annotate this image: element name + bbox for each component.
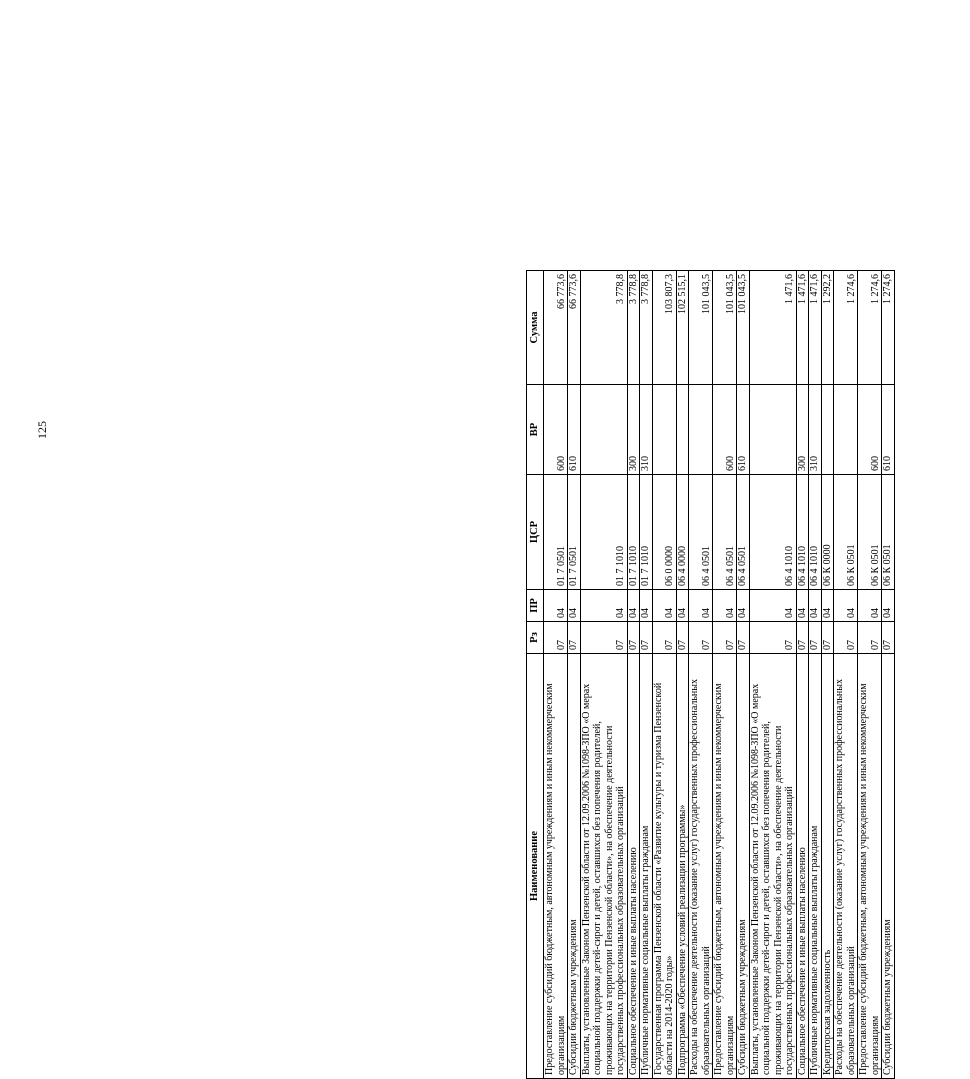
cell-pr: 04	[544, 590, 568, 622]
cell-pr: 04	[568, 590, 581, 622]
cell-csr: 06 К 0000	[821, 475, 834, 590]
cell-csr: 06 4 0000	[676, 475, 689, 590]
cell-vr	[580, 385, 627, 475]
cell-vr: 310	[640, 385, 653, 475]
cell-name: Предоставление субсидий бюджетным, автономным учреждениям и иным некоммерческим организациям	[544, 654, 568, 1079]
cell-pr: 04	[580, 590, 627, 622]
header-vr: ВР	[527, 385, 544, 475]
cell-rz: 07	[713, 622, 737, 654]
cell-pr: 04	[689, 590, 713, 622]
cell-pr: 04	[737, 590, 750, 622]
cell-pr: 04	[858, 590, 882, 622]
cell-sum: 1 292,2	[821, 271, 834, 385]
cell-sum: 66 773,6	[544, 271, 568, 385]
table-row	[834, 271, 858, 1079]
header-name: Наименование	[527, 654, 544, 1079]
cell-name: Выплаты, установленные Законом Пензенской области от 12.09.2006 №1098-ЗПО «О мерах социальной поддержки детей-сирот и детей, оставшихся без попечения родителей, проживающих на территории Пензенской области», на обеспечение деятельности государственных профессиональных образовательных организаций	[580, 654, 627, 1079]
cell-vr: 610	[882, 385, 895, 475]
table-row	[676, 271, 689, 1079]
table-row	[796, 271, 809, 1079]
cell-rz: 07	[749, 622, 796, 654]
cell-rz: 07	[737, 622, 750, 654]
cell-rz: 07	[544, 622, 568, 654]
cell-name: Подпрограмма «Обеспечение условий реализации программы»	[676, 654, 689, 1079]
cell-sum: 101 043,5	[737, 271, 750, 385]
header-csr: ЦСР	[527, 475, 544, 590]
cell-sum: 3 778,8	[580, 271, 627, 385]
cell-vr	[689, 385, 713, 475]
cell-name: Социальное обеспечение и иные выплаты населению	[796, 654, 809, 1079]
table-row	[821, 271, 834, 1079]
cell-vr	[821, 385, 834, 475]
cell-rz: 07	[809, 622, 822, 654]
cell-sum: 101 043,5	[713, 271, 737, 385]
header-rz: Рз	[527, 622, 544, 654]
cell-csr: 06 0 0000	[652, 475, 676, 590]
cell-name: Расходы на обеспечение деятельности (оказание услуг) государственных профессиональных образовательных организаций	[689, 654, 713, 1079]
budget-table-rotated	[526, 271, 970, 1079]
cell-name: Предоставление субсидий бюджетным, автономным учреждениям и иным некоммерческим организациям	[713, 654, 737, 1079]
cell-csr: 01 7 1010	[640, 475, 653, 590]
table-row	[652, 271, 676, 1079]
cell-name: Субсидии бюджетным учреждениям	[737, 654, 750, 1079]
cell-csr: 01 7 1010	[627, 475, 640, 590]
cell-sum: 66 773,6	[568, 271, 581, 385]
cell-pr: 04	[821, 590, 834, 622]
cell-vr: 600	[858, 385, 882, 475]
cell-sum: 3 778,8	[627, 271, 640, 385]
cell-csr: 06 К 0501	[834, 475, 858, 590]
cell-vr: 310	[809, 385, 822, 475]
cell-sum: 3 778,8	[640, 271, 653, 385]
cell-name: Социальное обеспечение и иные выплаты населению	[627, 654, 640, 1079]
cell-vr: 300	[627, 385, 640, 475]
cell-csr: 06 К 0501	[858, 475, 882, 590]
cell-vr	[749, 385, 796, 475]
cell-csr: 01 7 1010	[580, 475, 627, 590]
cell-vr: 610	[568, 385, 581, 475]
cell-pr: 04	[640, 590, 653, 622]
cell-rz: 07	[858, 622, 882, 654]
cell-csr: 06 4 1010	[749, 475, 796, 590]
cell-pr: 04	[882, 590, 895, 622]
cell-csr: 06 К 0501	[882, 475, 895, 590]
cell-name: Публичные нормативные социальные выплаты гражданам	[809, 654, 822, 1079]
cell-csr: 06 4 1010	[796, 475, 809, 590]
cell-vr: 610	[737, 385, 750, 475]
cell-pr: 04	[834, 590, 858, 622]
cell-vr	[676, 385, 689, 475]
cell-rz: 07	[882, 622, 895, 654]
page-number: 125	[35, 421, 49, 439]
cell-rz: 07	[821, 622, 834, 654]
table-row	[882, 271, 895, 1079]
cell-name: Субсидии бюджетным учреждениям	[568, 654, 581, 1079]
cell-pr: 04	[809, 590, 822, 622]
cell-pr: 04	[749, 590, 796, 622]
table-row	[749, 271, 796, 1079]
cell-vr: 600	[544, 385, 568, 475]
cell-rz: 07	[676, 622, 689, 654]
table-row	[689, 271, 713, 1079]
table-row	[640, 271, 653, 1079]
cell-rz: 07	[568, 622, 581, 654]
cell-csr: 06 4 0501	[689, 475, 713, 590]
cell-name: Предоставление субсидий бюджетным, автономным учреждениям и иным некоммерческим организациям	[858, 654, 882, 1079]
cell-sum: 102 515,1	[676, 271, 689, 385]
header-sum: Сумма	[527, 271, 544, 385]
cell-csr: 06 4 0501	[737, 475, 750, 590]
cell-name: Выплаты, установленные Законом Пензенской области от 12.09.2006 №1098-ЗПО «О мерах социальной поддержки детей-сирот и детей, оставшихся без попечения родителей, проживающих на территории Пензенской области», на обеспечение деятельности государственных профессиональных образовательных организаций	[749, 654, 796, 1079]
cell-rz: 07	[834, 622, 858, 654]
cell-pr: 04	[713, 590, 737, 622]
cell-sum: 1 274,6	[834, 271, 858, 385]
table-row	[809, 271, 822, 1079]
cell-vr: 300	[796, 385, 809, 475]
table-row	[858, 271, 882, 1079]
table-row	[627, 271, 640, 1079]
cell-sum: 1 274,6	[882, 271, 895, 385]
header-pr: ПР	[527, 590, 544, 622]
cell-vr	[652, 385, 676, 475]
cell-rz: 07	[652, 622, 676, 654]
budget-table	[526, 270, 895, 1079]
cell-sum: 1 471,6	[809, 271, 822, 385]
cell-name: Субсидии бюджетным учреждениям	[882, 654, 895, 1079]
table-row	[544, 271, 568, 1079]
table-body	[544, 271, 895, 1079]
table-row	[713, 271, 737, 1079]
cell-rz: 07	[796, 622, 809, 654]
table-row	[737, 271, 750, 1079]
table-row	[580, 271, 627, 1079]
cell-csr: 06 4 0501	[713, 475, 737, 590]
cell-sum: 1 471,6	[796, 271, 809, 385]
cell-csr: 06 4 1010	[809, 475, 822, 590]
table-row	[568, 271, 581, 1079]
cell-rz: 07	[689, 622, 713, 654]
cell-name: Кредиторская задолженность	[821, 654, 834, 1079]
cell-rz: 07	[580, 622, 627, 654]
cell-name: Расходы на обеспечение деятельности (оказание услуг) государственных профессиональных образовательных организаций	[834, 654, 858, 1079]
cell-vr	[834, 385, 858, 475]
cell-sum: 1 471,6	[749, 271, 796, 385]
cell-csr: 01 7 0501	[544, 475, 568, 590]
cell-csr: 01 7 0501	[568, 475, 581, 590]
cell-rz: 07	[640, 622, 653, 654]
cell-pr: 04	[652, 590, 676, 622]
cell-sum: 101 043,5	[689, 271, 713, 385]
cell-name: Государственная программа Пензенской области «Развитие культуры и туризма Пензенской области на 2014-2020 годы»	[652, 654, 676, 1079]
cell-pr: 04	[676, 590, 689, 622]
cell-vr: 600	[713, 385, 737, 475]
cell-sum: 103 807,3	[652, 271, 676, 385]
cell-sum: 1 274,6	[858, 271, 882, 385]
cell-rz: 07	[627, 622, 640, 654]
cell-pr: 04	[627, 590, 640, 622]
cell-pr: 04	[796, 590, 809, 622]
cell-name: Публичные нормативные социальные выплаты гражданам	[640, 654, 653, 1079]
table-header-row	[527, 271, 544, 1079]
